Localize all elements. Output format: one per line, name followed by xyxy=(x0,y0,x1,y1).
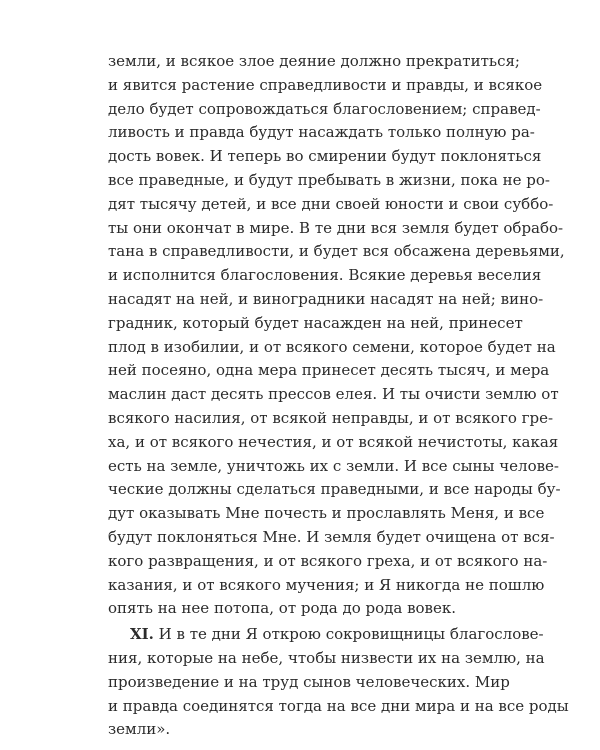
text-line: произведение и на труд сынов человеческих. Мир xyxy=(108,672,510,691)
text-line: земли». xyxy=(108,720,171,739)
text-line: маслин даст десять прессов елея. И ты очисти землю от xyxy=(108,385,559,404)
text-line: опять на нее потопа, от рода до рода вовек. xyxy=(108,599,457,618)
text-line xyxy=(108,623,544,647)
text-line: кого развращения, и от всякого греха, и от всякого на- xyxy=(108,551,548,570)
text-line-rest: И в те дни Я открою сокровищницы благослове- xyxy=(153,625,544,644)
text-line: казания, и от всякого мучения; и Я никогда не пошлю xyxy=(108,575,545,594)
text-line: всякого насилия, от всякой неправды, и от всякого гре- xyxy=(108,408,554,427)
text-line: и явится растение справедливости и правды, и всякое xyxy=(108,75,543,94)
text-line: все праведные, и будут пребывать в жизни, пока не ро- xyxy=(108,170,550,189)
text-line: плод в изобилии, и от всякого семени, которое будет на xyxy=(108,337,556,356)
text-line: дость вовек. И теперь во смирении будут поклоняться xyxy=(108,147,542,166)
text-line: ней посеяно, одна мера принесет десять тысяч, и мера xyxy=(108,361,550,380)
text-line: ты они окончат в мире. В те дни вся земля будет обрабо- xyxy=(108,218,564,237)
text-line: будут поклоняться Мне. И земля будет очищена от вся- xyxy=(108,527,555,546)
text-line: ния, которые на небе, чтобы низвести их на землю, на xyxy=(108,648,545,667)
text-line: есть на земле, уничтожь их с земли. И все сыны челове- xyxy=(108,456,559,475)
text-line: насадят на ней, и виноградники насадят на ней; вино- xyxy=(108,289,544,308)
text-line: градник, который будет насажден на ней, принесет xyxy=(108,313,523,332)
text-line: и исполнится благословения. Всякие деревья веселия xyxy=(108,266,542,285)
text-line: дело будет сопровождаться благословением; справед- xyxy=(108,99,541,118)
text-line: дут оказывать Мне почесть и прославлять Меня, и все xyxy=(108,504,545,523)
section-number: XI. xyxy=(130,625,154,644)
text-line: тана в справедливости, и будет вся обсажена деревьями, xyxy=(108,242,565,261)
text-line: дят тысячу детей, и все дни своей юности и свои суббо- xyxy=(108,194,554,213)
text-line: и правда соединятся тогда на все дни мира и на все роды xyxy=(108,696,569,715)
paragraph-2 xyxy=(108,623,569,742)
text-line: ческие должны сделаться праведными, и все народы бу- xyxy=(108,480,561,499)
text-line: ливость и правда будут насаждать только полную ра- xyxy=(108,123,535,142)
page-text xyxy=(108,50,569,742)
text-line: земли, и всякое злое деяние должно прекратиться; xyxy=(108,52,520,70)
text-line: ха, и от всякого нечестия, и от всякой нечистоты, какая xyxy=(108,432,559,451)
paragraph-1 xyxy=(108,50,565,621)
